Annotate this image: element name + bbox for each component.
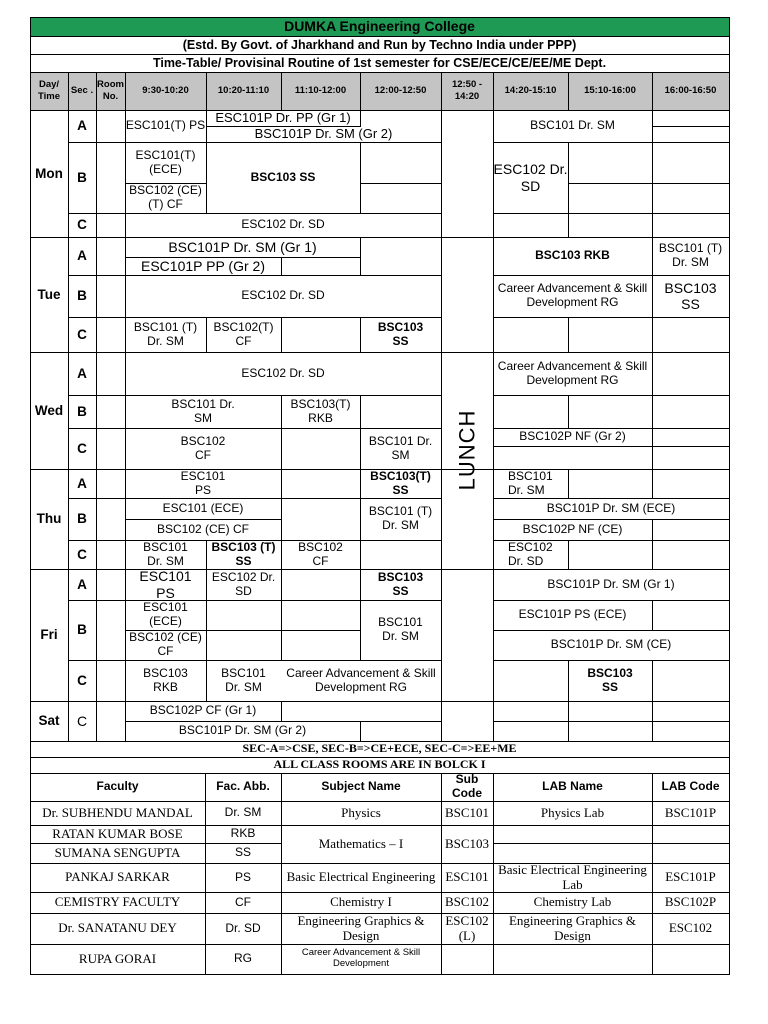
sec-fri-a: A	[77, 576, 87, 592]
grid-line	[652, 142, 653, 238]
tue-c-bsc101t: BSC101 (T) Dr. SM	[133, 319, 198, 348]
mon-a-bsc101-pm: BSC101 Dr. SM	[530, 118, 615, 133]
sec-wed-c: C	[77, 440, 87, 456]
sec-sat-c: C	[76, 712, 88, 729]
grid-line	[652, 126, 730, 127]
tue-a-bsc103: BSC103 RKB	[535, 248, 610, 263]
grid-line	[30, 974, 730, 975]
grid-line	[568, 540, 569, 570]
ft-abb: RKB	[230, 826, 256, 841]
sec-fri-b: B	[77, 622, 87, 638]
mon-b-bsc103: BSC103 SS	[250, 169, 316, 184]
fri-b-bsc102: BSC102 (CE) CF	[129, 630, 202, 658]
grid-line	[360, 142, 361, 214]
tue-b-career: Career Advancement & Skill Development RG	[497, 281, 648, 309]
ft-head-faculty: Faculty	[96, 779, 139, 794]
ft-head-lab-code: LAB Code	[661, 779, 720, 794]
grid-line	[652, 395, 653, 470]
grid-line	[360, 183, 442, 184]
ft-faculty: Dr. SUBHENDU MANDAL	[42, 804, 193, 820]
ft-subject: Physics	[341, 804, 381, 820]
ft-faculty: RUPA GORAI	[78, 950, 157, 966]
ft-abb: Dr. SD	[225, 920, 261, 935]
grid-line	[493, 446, 730, 447]
ft-head-abb: Fac. Abb.	[216, 779, 270, 794]
thu-c-bsc103t: BSC103 (T) SS	[211, 539, 276, 568]
fri-a-bsc101p: BSC101P Dr. SM (Gr 1)	[547, 576, 675, 591]
ft-head-lab: LAB Name	[542, 779, 603, 794]
grid-line	[568, 395, 569, 429]
thu-b-bsc101p: BSC101P Dr. SM (ECE)	[546, 500, 676, 515]
sec-fri-c: C	[77, 672, 87, 688]
thu-a-bsc103t: BSC103(T) SS	[370, 468, 431, 497]
ft-code: BSC101	[444, 804, 490, 820]
ft-abb: Dr. SM	[224, 805, 262, 820]
ft-lab: Physics Lab	[540, 804, 605, 820]
ft-lab-code: ESC101P	[665, 869, 716, 885]
grid-line	[493, 317, 730, 318]
grid-line	[493, 721, 730, 722]
ft-code: BSC103	[444, 835, 490, 851]
day-tue: Tue	[37, 286, 61, 302]
col-t1: 9:30-10:20	[142, 85, 189, 97]
col-t6: 15:10-16:00	[584, 85, 636, 97]
college-name: DUMKA Engineering College	[284, 18, 475, 35]
thu-c-bsc101: BSC101 Dr. SM	[143, 539, 188, 568]
ft-subject: Career Advancement & Skill Development	[301, 947, 421, 969]
grid-line	[568, 317, 569, 353]
wed-c-bsc102: BSC102 CF	[180, 433, 226, 462]
grid-line	[493, 843, 730, 844]
sec-thu-c: C	[77, 546, 87, 562]
ft-code: ESC102 (L)	[445, 912, 489, 943]
mon-b-esc101t: ESC101(T) (ECE)	[135, 147, 196, 176]
fri-c-career: Career Advancement & Skill Development RG	[286, 665, 436, 694]
lunch-label: LUNCH	[454, 409, 480, 491]
tue-b-esc102: ESC102 Dr. SD	[241, 288, 325, 303]
wed-b-bsc103t: BSC103(T) RKB	[290, 396, 351, 425]
rooms-note: ALL CLASS ROOMS ARE IN BOLCK I	[273, 757, 486, 772]
fri-b-bsc101p: BSC101P Dr. SM (CE)	[550, 637, 672, 652]
ft-abb: SS	[234, 845, 251, 860]
grid-line	[652, 540, 653, 570]
grid-line	[568, 142, 569, 238]
wed-c-bsc101: BSC101 Dr. SM	[368, 433, 433, 462]
grid-line	[729, 17, 730, 975]
grid-line	[493, 213, 730, 214]
grid-line	[281, 257, 282, 276]
grid-line	[568, 183, 730, 184]
grid-line	[441, 110, 442, 742]
sec-tue-b: B	[77, 288, 87, 304]
thu-c-esc102: ESC102 Dr. SD	[508, 539, 553, 568]
ft-faculty: Dr. SANATANU DEY	[58, 920, 177, 936]
wed-a-esc102: ESC102 Dr. SD	[241, 365, 325, 380]
col-t2: 10:20-11:10	[217, 85, 270, 97]
sec-thu-b: B	[77, 511, 87, 527]
tue-a-bsc101p: BSC101P Dr. SM (Gr 1)	[168, 238, 317, 255]
grid-line	[281, 569, 282, 661]
ft-faculty: CEMISTRY FACULTY	[54, 894, 181, 910]
ft-lab-code: BSC102P	[664, 894, 717, 910]
tue-c-bsc102t: BSC102(T) CF	[213, 319, 274, 348]
sec-mon-a: A	[77, 118, 87, 134]
grid-line	[281, 469, 282, 499]
sec-mon-b: B	[77, 169, 87, 185]
grid-line	[96, 110, 97, 742]
col-t3: 11:10-12:00	[294, 85, 347, 97]
mon-a-esc101p: ESC101P Dr. PP (Gr 1)	[215, 109, 351, 125]
ft-lab: Chemistry Lab	[533, 894, 612, 910]
thu-a-esc101: ESC101 PS	[180, 468, 226, 497]
ft-lab: Basic Electrical Engineering Lab	[498, 861, 647, 892]
mon-a-bsc101p: BSC101P Dr. SM (Gr 2)	[254, 125, 393, 141]
grid-line	[652, 469, 653, 499]
ft-faculty: SUMANA SENGUPTA	[54, 844, 181, 860]
sec-wed-b: B	[77, 403, 87, 419]
ft-code: BSC102	[444, 894, 490, 910]
day-thu: Thu	[36, 511, 62, 527]
grid-line	[281, 317, 282, 353]
mon-b-esc102: ESC102 Dr. SD	[493, 161, 568, 194]
sec-tue-a: A	[77, 248, 87, 264]
fri-b-bsc101: BSC101 Dr. SM	[378, 615, 423, 643]
fri-c-bsc103: BSC103 RKB	[143, 665, 188, 694]
ft-subject: Chemistry I	[330, 894, 392, 910]
estd-line: (Estd. By Govt. of Jharkhand and Run by Techno India under PPP)	[182, 37, 577, 52]
sec-thu-a: A	[77, 475, 87, 491]
col-day: Day/ Time	[37, 79, 60, 102]
mon-a-esc101t: ESC101(T) PS	[125, 118, 206, 133]
tue-b-bsc103: BSC103 SS	[664, 279, 717, 312]
col-t5: 14:20-15:10	[504, 85, 557, 97]
ft-code: ESC101	[445, 869, 489, 885]
wed-a-career: Career Advancement & Skill Development RG	[497, 358, 648, 387]
ft-abb: RG	[234, 951, 252, 966]
mon-b-bsc102: BSC102 (CE) (T) CF	[129, 183, 202, 211]
thu-c-bsc102: BSC102 CF	[298, 539, 343, 568]
ft-head-code: Sub Code	[452, 772, 482, 800]
grid-line	[652, 519, 653, 541]
ft-faculty: RATAN KUMAR BOSE	[52, 825, 183, 841]
day-wed: Wed	[34, 402, 64, 418]
col-t4: 12:00-12:50	[374, 85, 427, 97]
wed-b-bsc101: BSC101 Dr. SM	[171, 396, 235, 425]
ft-abb: CF	[235, 894, 251, 909]
fri-c-bsc101: BSC101 Dr. SM	[221, 665, 266, 694]
grid-line	[652, 352, 653, 396]
col-t7: 16:00-16:50	[664, 85, 717, 97]
wed-c-bsc102p: BSC102P NF (Gr 2)	[519, 429, 626, 444]
ft-faculty: PANKAJ SARKAR	[65, 869, 170, 885]
ft-subject: Mathematics – I	[318, 835, 404, 851]
ft-abb: PS	[234, 869, 251, 884]
tue-c-bsc103: BSC103 SS	[377, 319, 424, 348]
fri-b-esc101p: ESC101P PS (ECE)	[518, 607, 627, 622]
thu-b-bsc101t: BSC101 (T) Dr. SM	[368, 504, 433, 532]
grid-line	[568, 469, 569, 499]
tue-a-bsc101t: BSC101 (T) Dr. SM	[658, 241, 723, 269]
fri-a-bsc103: BSC103 SS	[377, 569, 424, 598]
fri-a-esc101: ESC101 PS	[139, 568, 192, 601]
timetable-title: Time-Table/ Provisinal Routine of 1st semester for CSE/ECE/CE/EE/ME Dept.	[152, 55, 607, 70]
grid-line	[281, 701, 282, 722]
thu-b-esc101: ESC101 (ECE)	[162, 500, 244, 515]
grid-line	[360, 540, 361, 570]
thu-a-bsc101: BSC101 Dr. SM	[508, 468, 553, 497]
sat-bsc101p: BSC101P Dr. SM (Gr 2)	[178, 723, 307, 738]
grid-line	[493, 395, 730, 396]
day-fri: Fri	[40, 627, 58, 643]
tue-a-esc101p: ESC101P PP (Gr 2)	[141, 257, 265, 274]
col-sec: Sec .	[70, 85, 94, 97]
thu-b-bsc102p: BSC102P NF (CE)	[522, 521, 623, 536]
grid-line	[652, 317, 653, 353]
sec-tue-c: C	[77, 326, 87, 342]
thu-b-bsc102: BSC102 (CE) CF	[156, 521, 250, 536]
day-mon: Mon	[35, 165, 63, 181]
ft-subject: Engineering Graphics & Design	[297, 912, 425, 943]
col-lunch-time: 12:50 - 14:20	[451, 79, 483, 102]
sections-note: SEC-A=>CSE, SEC-B=>CE+ECE, SEC-C=>EE+ME	[242, 741, 517, 756]
day-sat: Sat	[38, 713, 60, 729]
sec-mon-c: C	[77, 217, 87, 233]
fri-c-bsc103-pm: BSC103 SS	[587, 665, 633, 694]
grid-line	[360, 110, 361, 127]
ft-subject: Basic Electrical Engineering	[286, 869, 436, 885]
fri-a-esc102: ESC102 Dr. SD	[211, 569, 276, 598]
grid-line	[652, 660, 653, 702]
ft-lab-code: BSC101P	[664, 804, 717, 820]
ft-lab-code: ESC102	[668, 920, 713, 936]
ft-head-subject: Subject Name	[321, 779, 401, 794]
ft-lab: Engineering Graphics & Design	[508, 912, 637, 943]
mon-c-esc102: ESC102 Dr. SD	[241, 217, 325, 232]
fri-b-esc101: ESC101 (ECE)	[143, 600, 188, 628]
sec-wed-a: A	[77, 365, 87, 381]
sat-bsc102p: BSC102P CF (Gr 1)	[149, 703, 257, 718]
col-room: Room No.	[97, 79, 124, 102]
grid-line	[360, 721, 361, 742]
grid-line	[652, 600, 653, 631]
